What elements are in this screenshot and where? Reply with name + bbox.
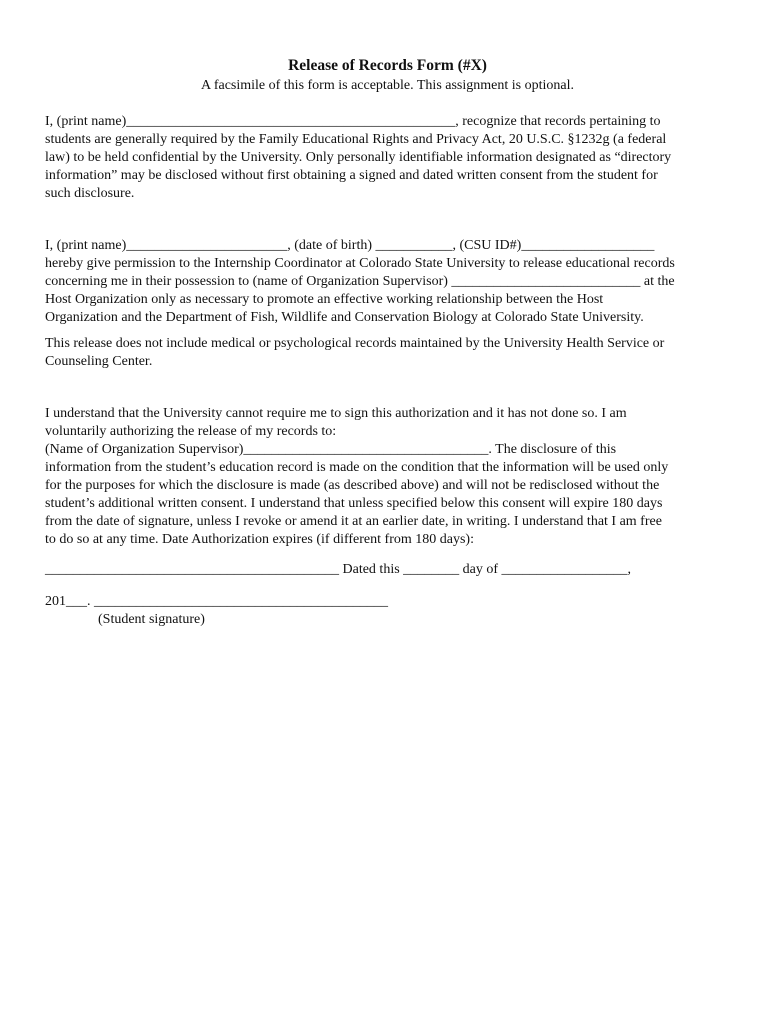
year-signature-line: 201___. __________________________________________	[45, 594, 388, 609]
authorization-paragraph	[45, 405, 730, 549]
paragraph-line: I understand that the University cannot require me to sign this authorization and it has not done so. I am	[45, 406, 627, 421]
student-signature-caption: (Student signature)	[98, 612, 205, 627]
paragraph-line: from the date of signature, unless I revoke or amend it at an earlier date, in writing. I understand that I am free	[45, 514, 662, 529]
form-title: Release of Records Form (#X)	[288, 57, 487, 74]
exclusion-paragraph	[45, 335, 730, 371]
dated-signature-line: __________________________________________ Dated this ________ day of __________________,	[45, 562, 632, 577]
paragraph-line: to do so at any time. Date Authorization expires (if different from 180 days):	[45, 532, 474, 547]
paragraph-line: such disclosure.	[45, 186, 135, 201]
paragraph-line: student’s additional written consent. I understand that unless specified below this consent will expire 180 days	[45, 496, 663, 511]
paragraph-line: students are generally required by the Family Educational Rights and Privacy Act, 20 U.S.C. §1232g (a federal	[45, 132, 667, 147]
paragraph-line: concerning me in their possession to (name of Organization Supervisor) ___________________________ at the	[45, 274, 675, 289]
release-of-records-form	[45, 56, 730, 629]
paragraph-line: This release does not include medical or psychological records maintained by the University Health Service or	[45, 336, 665, 351]
paragraph-line: I, (print name)_______________________________________________, recognize that records pertaining to	[45, 114, 661, 129]
paragraph-line: (Name of Organization Supervisor)___________________________________. The disclosure of this	[45, 442, 617, 457]
paragraph-line: information” may be disclosed without first obtaining a signed and dated written consent from the student for	[45, 168, 658, 183]
paragraph-line: information from the student’s education record is made on the condition that the information will be used only	[45, 460, 669, 475]
permission-paragraph	[45, 237, 730, 327]
paragraph-line: for the purposes for which the disclosure is made (as described above) and will not be redisclosed without the	[45, 478, 660, 493]
paragraph-line: Counseling Center.	[45, 354, 153, 369]
ferpa-notice-paragraph	[45, 113, 730, 203]
paragraph-line: hereby give permission to the Internship Coordinator at Colorado State University to release educational records	[45, 256, 675, 271]
paragraph-line: voluntarily authorizing the release of my records to:	[45, 424, 337, 439]
paragraph-line: Organization and the Department of Fish, Wildlife and Conservation Biology at Colorado State University.	[45, 310, 644, 325]
paragraph-line: I, (print name)_______________________, (date of birth) ___________, (CSU ID#)___________________	[45, 238, 655, 253]
form-subtitle: A facsimile of this form is acceptable. This assignment is optional.	[200, 78, 574, 93]
paragraph-line: law) to be held confidential by the University. Only personally identifiable information designated as “directory	[45, 150, 672, 165]
paragraph-line: Host Organization only as necessary to promote an effective working relationship between the Host	[45, 292, 604, 307]
